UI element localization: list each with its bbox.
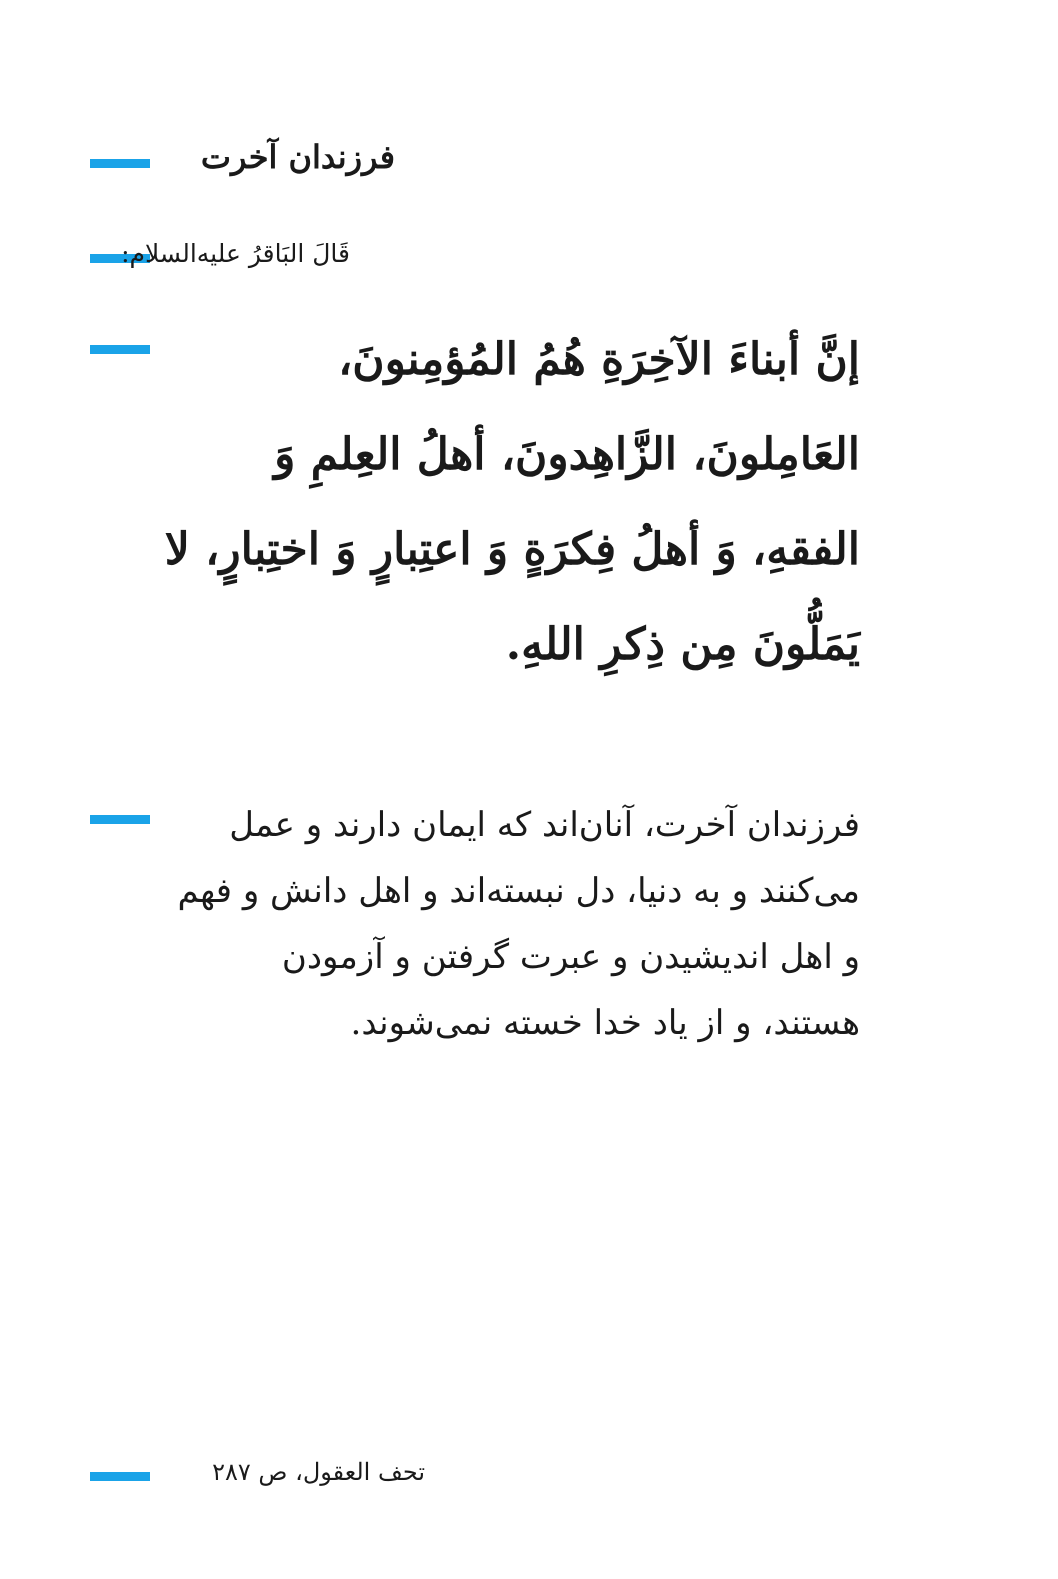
translation-marker	[90, 815, 150, 824]
title-marker	[90, 159, 150, 168]
page-title: فرزندان آخرت	[200, 138, 395, 176]
source-marker	[90, 1472, 150, 1481]
source-reference: تحف العقول، ص ۲۸۷	[212, 1458, 425, 1486]
hadith-marker	[90, 345, 150, 354]
hadith-arabic-text: إنَّ أبناءَ الآخِرَةِ هُمُ المُؤمِنونَ، العَامِلونَ، الزَّاهِدونَ، أهلُ العِلمِ وَ الفقهِ، وَ أهلُ فِكرَةٍ وَ اعتِبارٍ وَ اختِبارٍ، لا يَمَلُّونَ مِن ذِكرِ اللهِ.	[164, 334, 860, 670]
persian-translation: فرزندان آخرت، آنان‌اند که ایمان دارند و عمل می‌کنند و به دنیا، دل نبسته‌اند و اهل دانش و فهم و اهل اندیشیدن و عبرت گرفتن و آزمودن هستند، و از یاد خدا خسته نمی‌شوند.	[177, 805, 860, 1043]
speaker-attribution: قَالَ البَاقرُ عليه‌السلام:	[121, 239, 350, 268]
